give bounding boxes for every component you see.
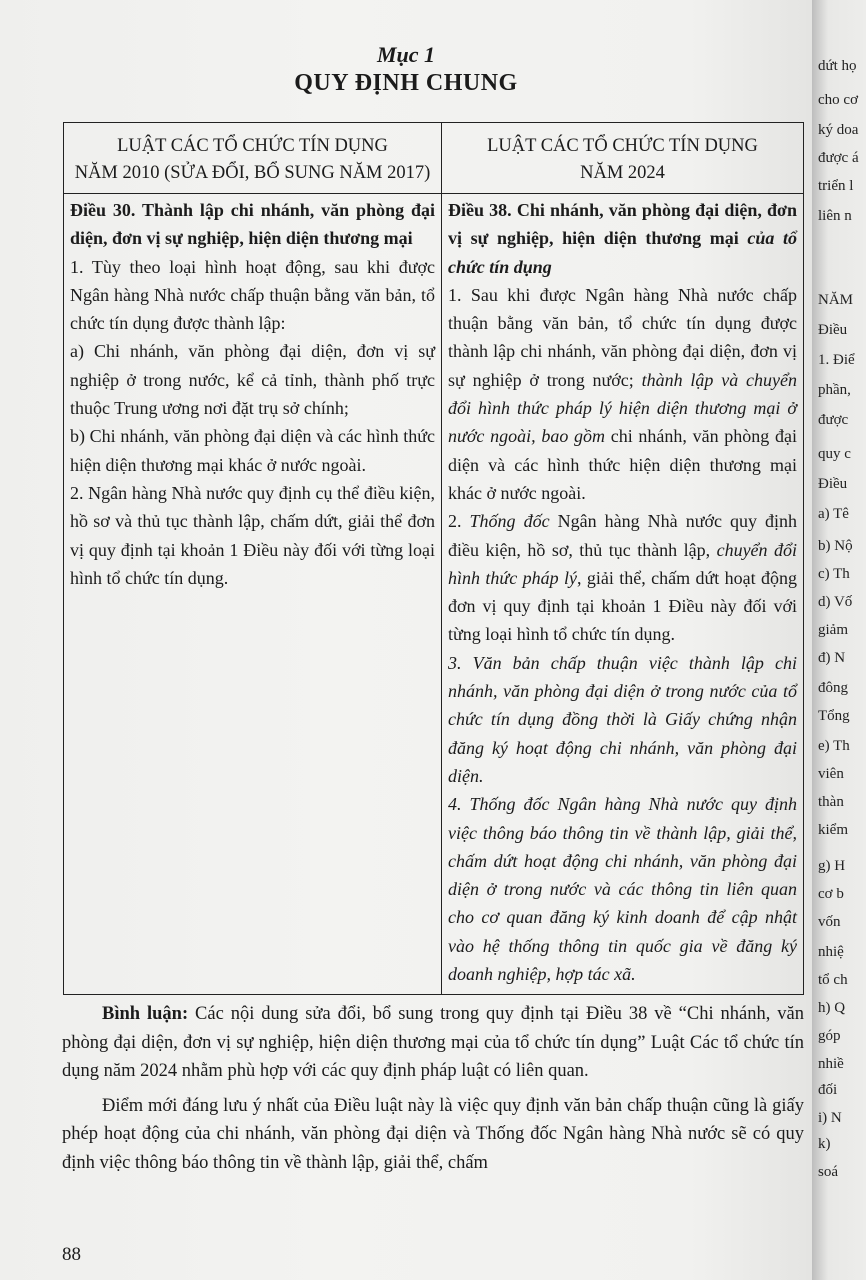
article-30-title: Điều 30. Thành lập chi nhánh, văn phòng đại diện, đơn vị sự nghiệp, hiện diện thương mại — [70, 200, 435, 249]
adjacent-page-text: quy c — [818, 446, 851, 462]
adjacent-page-text: đông — [818, 680, 848, 696]
adjacent-page-text: NĂM — [818, 292, 854, 308]
adjacent-page-text: Điều — [818, 476, 848, 492]
adjacent-page-text: c) Th — [818, 566, 850, 582]
article-38-clause-2 — [448, 507, 797, 648]
left-header-line-1: LUẬT CÁC TỔ CHỨC TÍN DỤNG — [117, 136, 388, 156]
adjacent-page-text: i) N — [818, 1110, 842, 1126]
comparison-table — [63, 122, 804, 995]
left-column-cell — [64, 194, 442, 995]
article-38-title — [448, 196, 797, 281]
adjacent-page-text: d) Vố — [818, 594, 853, 610]
right-column-cell — [442, 194, 804, 995]
adjacent-page-text: đ) N — [818, 650, 846, 666]
left-column-header — [64, 123, 442, 194]
adjacent-page-text: dứt họ — [818, 58, 857, 74]
right-column-header — [442, 123, 804, 194]
adjacent-page-text: đối — [818, 1082, 838, 1098]
adjacent-page-text: vốn — [818, 914, 841, 930]
adjacent-page-text: nhiề — [818, 1056, 844, 1072]
commentary-paragraph-2: Điểm mới đáng lưu ý nhất của Điều luật này là việc quy định văn bản chấp thuận cũng là giấy phép hoạt động của chi nhánh, văn phòng đại diện và Thống đốc Ngân hàng Nhà nước sẽ có quy định việc thông báo thông tin về thành lập, giải thể, chấm — [62, 1095, 804, 1173]
clause-2-italic-2: chuyển đổi hình thức pháp lý — [448, 539, 797, 588]
article-38-title-italic: của tổ chức tín dụng — [448, 228, 797, 277]
adjacent-page-edge — [812, 0, 866, 1280]
left-header-line-2: NĂM 2010 (SỬA ĐỔI, BỔ SUNG NĂM 2017) — [74, 163, 431, 183]
clause-2-text-a: 2. — [448, 511, 470, 532]
adjacent-page-text: h) Q — [818, 1000, 846, 1016]
commentary-paragraph-1 — [62, 1000, 804, 1086]
adjacent-page-text: g) H — [818, 858, 846, 874]
adjacent-page-text: k) — [818, 1136, 831, 1152]
adjacent-page-text: ký doa — [818, 122, 859, 138]
article-38-clause-1 — [448, 281, 797, 507]
clause-1-text-b: chi nhánh, văn phòng đại diện và các hình thức hiện diện thương mại khác ở nước ngoài. — [448, 426, 797, 503]
table-header-row — [64, 123, 804, 194]
commentary-label: Bình luận: — [102, 1004, 189, 1024]
clause-1-italic: thành lập và chuyển đổi hình thức pháp lý hiện diện thương mại ở nước ngoài, bao gồm — [448, 369, 797, 447]
adjacent-page-text: được — [818, 412, 849, 428]
clause-2-text-c: , giải thể, chấm dứt hoạt động đơn vị quy định tại khoản 1 Điều này đối với từng loại hình tổ chức tín dụng. — [448, 567, 797, 645]
adjacent-page-text: liên n — [818, 208, 852, 224]
adjacent-page-text: e) Th — [818, 738, 850, 754]
adjacent-page-text: giảm — [818, 622, 848, 638]
clause-2-italic-1: Thống đốc — [469, 511, 550, 532]
section-label: Mục 1 — [376, 42, 436, 67]
article-38-clause-4: 4. Thống đốc Ngân hàng Nhà nước quy định việc thông báo thông tin về thành lập, giải thể, chấm dứt hoạt động chi nhánh, văn phòng đại diện ở trong nước và các thông tin liên quan cho cơ quan đăng ký kinh doanh để cập nhật vào hệ thống thông tin quốc gia về đăng ký doanh nghiệp, hợp tác xã. — [448, 794, 797, 985]
adjacent-page-text: a) Tê — [818, 506, 849, 522]
adjacent-page-text: 1. Điể — [818, 352, 855, 368]
article-38-clause-3: 3. Văn bản chấp thuận việc thành lập chi nhánh, văn phòng đại diện ở trong nước của tổ chức tín dụng đồng thời là Giấy chứng nhận đăng ký hoạt động chi nhánh, văn phòng đại diện. — [448, 652, 797, 786]
right-header-line-2: NĂM 2024 — [580, 163, 665, 183]
section-title: QUY ĐỊNH CHUNG — [294, 70, 518, 96]
adjacent-page-text: Tổng — [818, 708, 850, 724]
adjacent-page-text: phần, — [818, 382, 851, 398]
adjacent-page-text: tổ ch — [818, 972, 848, 988]
adjacent-page-text: góp — [818, 1028, 841, 1044]
adjacent-page-text: thàn — [818, 794, 844, 810]
adjacent-page-text: kiểm — [818, 822, 848, 838]
article-30-clause-2: 2. Ngân hàng Nhà nước quy định cụ thể điều kiện, hồ sơ và thủ tục thành lập, chấm dứt, giải thể đơn vị quy định tại khoản 1 Điều này đối với từng loại hình tổ chức tín dụng. — [70, 482, 435, 588]
adjacent-page-text: Điều — [818, 322, 848, 338]
adjacent-page-text: cơ b — [818, 886, 844, 902]
table-body-row — [64, 194, 804, 995]
adjacent-page-text: được á — [818, 150, 859, 166]
adjacent-page-text: b) Nộ — [818, 538, 853, 554]
clause-2-text-b: Ngân hàng Nhà nước quy định điều kiện, hồ sơ, thủ tục thành lập, — [448, 511, 798, 560]
article-30-point-a: a) Chi nhánh, văn phòng đại diện, đơn vị sự nghiệp ở trong nước, kể cả tỉnh, thành phố trực thuộc Trung ương nơi đặt trụ sở chính; — [70, 341, 435, 419]
commentary — [62, 1000, 804, 1183]
adjacent-page-text: cho cơ — [818, 92, 858, 108]
adjacent-page-text: nhiệ — [818, 944, 844, 960]
clause-1-text-a: 1. Sau khi được Ngân hàng Nhà nước chấp thuận bằng văn bản, tổ chức tín dụng được thành lập chi nhánh, văn phòng đại diện, đơn vị sự nghiệp ở trong nước; — [448, 284, 797, 390]
page-number: 88 — [62, 1244, 81, 1265]
commentary-text-1: Các nội dung sửa đổi, bổ sung trong quy định tại Điều 38 về “Chi nhánh, văn phòng đại diện, đơn vị sự nghiệp, hiện diện thương mại của tổ chức tín dụng” Luật Các tổ chức tín dụng năm 2024 nhằm phù hợp với các quy định pháp luật có liên quan. — [62, 1004, 805, 1081]
article-30-point-b: b) Chi nhánh, văn phòng đại diện và các hình thức hiện diện thương mại khác ở nước ngoài. — [70, 426, 435, 475]
right-header-line-1: LUẬT CÁC TỔ CHỨC TÍN DỤNG — [487, 136, 758, 156]
article-38-title-bold: Điều 38. Chi nhánh, văn phòng đại diện, đơn vị sự nghiệp, hiện diện thương mại — [448, 200, 797, 249]
adjacent-page-text: soá — [818, 1164, 838, 1180]
adjacent-page-text: triển l — [818, 178, 854, 194]
adjacent-page-text: viên — [818, 766, 844, 782]
article-30-clause-1: 1. Tùy theo loại hình hoạt động, sau khi được Ngân hàng Nhà nước chấp thuận bằng văn bản, tổ chức tín dụng được thành lập: — [70, 256, 435, 334]
